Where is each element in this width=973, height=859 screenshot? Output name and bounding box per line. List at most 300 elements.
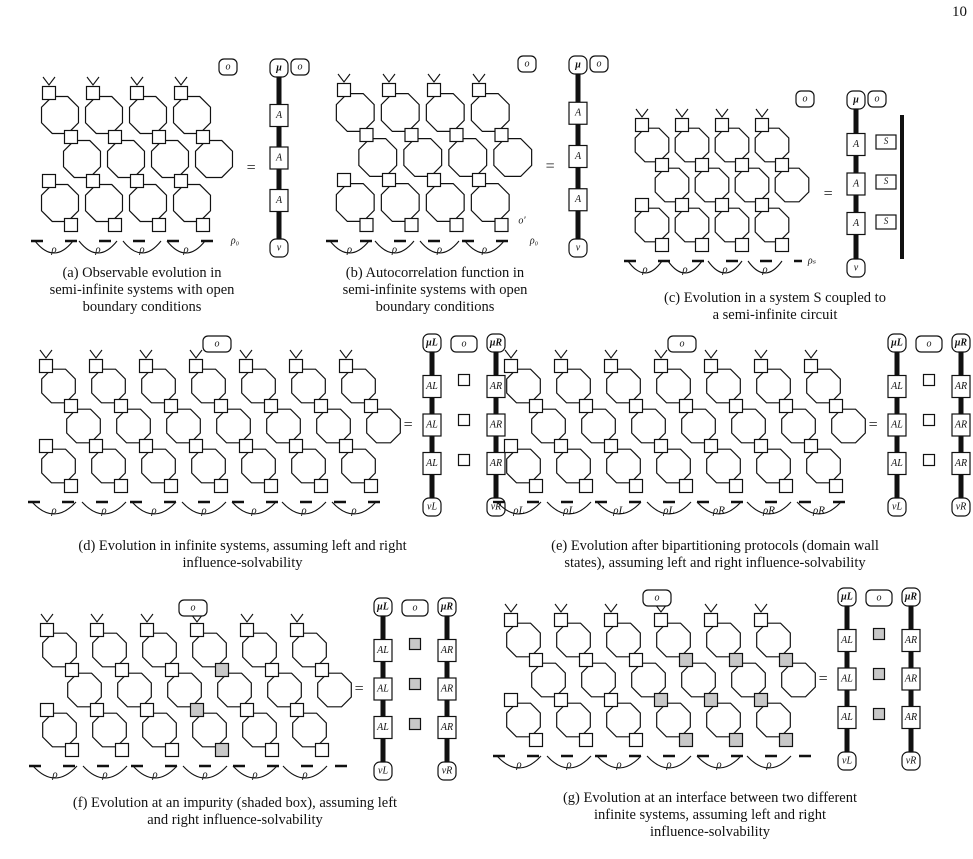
- A-label: A: [275, 109, 283, 121]
- left-influence-column: [888, 334, 906, 516]
- top-leg: [605, 350, 617, 358]
- top-leg: [676, 109, 688, 117]
- gate: [756, 199, 769, 212]
- gate: [630, 734, 643, 747]
- gate: [680, 400, 693, 413]
- top-leg: [705, 604, 717, 612]
- gate: [190, 440, 203, 453]
- observable-label: o: [802, 93, 808, 105]
- nu-label: νL: [427, 501, 437, 513]
- top-leg: [291, 614, 303, 622]
- lattice-cell: [657, 703, 691, 737]
- state-label: ρ: [346, 243, 353, 256]
- state-label: ρ: [51, 243, 57, 256]
- lattice-cell: [267, 409, 301, 443]
- lattice-cell: [782, 663, 816, 697]
- lattice-cell: [342, 369, 376, 403]
- gate: [776, 159, 789, 172]
- state-label: ρ: [351, 504, 357, 517]
- state-label: ρ: [391, 243, 398, 256]
- lattice-cell: [507, 703, 541, 737]
- lattice-cell: [775, 168, 809, 202]
- gate: [87, 175, 100, 188]
- gate: [495, 219, 508, 232]
- gate: [716, 199, 729, 212]
- caption-d: (d) Evolution in infinite systems, assuming left and right influence-solvability: [78, 538, 407, 571]
- equiv-observable: [916, 336, 942, 352]
- gate: [240, 440, 253, 453]
- initial-state: [547, 756, 591, 771]
- lattice-cell: [507, 369, 541, 403]
- A-label: A: [574, 150, 582, 162]
- boundary-state-label: ρ₀: [230, 235, 240, 247]
- gate: [290, 440, 303, 453]
- shaded-gate: [680, 654, 693, 667]
- gate: [696, 159, 709, 172]
- lattice-cell: [92, 369, 126, 403]
- equals-sign: =: [817, 670, 829, 688]
- initial-state: [167, 241, 205, 256]
- initial-state: [497, 756, 541, 771]
- state-label: ρ: [301, 504, 307, 517]
- lattice-cell: [707, 703, 741, 737]
- gate: [780, 480, 793, 493]
- initial-state: [708, 261, 742, 276]
- initial-state: [32, 502, 76, 517]
- top-leg: [87, 77, 99, 85]
- A-label: AL: [841, 673, 853, 685]
- lattice-cell: [168, 673, 202, 707]
- A-label: A: [852, 217, 860, 229]
- lattice-cell: [707, 449, 741, 483]
- gate: [716, 119, 729, 132]
- nu-label: νR: [441, 765, 453, 777]
- lattice-cell: [404, 139, 442, 177]
- gate: [153, 131, 166, 144]
- gate: [131, 87, 144, 100]
- gate: [656, 159, 669, 172]
- gate: [656, 239, 669, 252]
- gate: [166, 744, 179, 757]
- lattice-cell: [130, 97, 167, 134]
- top-leg: [175, 77, 187, 85]
- gate: [109, 131, 122, 144]
- left-influence-column: [838, 588, 856, 770]
- gate: [338, 174, 351, 187]
- state-label: ρ: [101, 504, 107, 517]
- lattice-cell: [108, 141, 145, 178]
- gate: [780, 400, 793, 413]
- top-leg: [473, 74, 485, 82]
- lattice-cell: [607, 703, 641, 737]
- gate: [316, 664, 329, 677]
- A-label: A: [574, 194, 582, 206]
- observable-label: o: [524, 58, 530, 70]
- mu-label: μL: [377, 601, 389, 613]
- lattice-cell: [657, 369, 691, 403]
- state-label: ρL: [613, 504, 625, 517]
- gate: [65, 400, 78, 413]
- nu-label: νL: [842, 755, 852, 767]
- observable: [643, 590, 671, 606]
- observable-label: o: [225, 61, 231, 73]
- top-leg: [241, 614, 253, 622]
- gate: [655, 440, 668, 453]
- top-leg: [755, 604, 767, 612]
- lattice-cell: [707, 369, 741, 403]
- gate: [636, 119, 649, 132]
- gate: [805, 360, 818, 373]
- lattice-cell: [607, 369, 641, 403]
- gate: [109, 219, 122, 232]
- diagram-g-network: [485, 592, 935, 782]
- caption-g: (g) Evolution at an interface between two different infinite systems, assuming left and right influence-solvability: [562, 790, 858, 840]
- left-influence-column: [423, 334, 441, 516]
- initial-state: [747, 502, 791, 517]
- lattice-cell: [218, 673, 252, 707]
- lattice-cell: [43, 713, 77, 747]
- gate: [555, 360, 568, 373]
- initial-state: [133, 766, 177, 781]
- page-number: 10: [952, 4, 967, 20]
- gate: [131, 175, 144, 188]
- gate: [450, 219, 463, 232]
- gate: [141, 624, 154, 637]
- gate: [340, 360, 353, 373]
- state-label: ρ: [151, 504, 157, 517]
- boundary-state-label: ρₛ: [807, 255, 817, 267]
- lattice-cell: [782, 409, 816, 443]
- gate: [730, 400, 743, 413]
- equiv-observable: [451, 336, 477, 352]
- gate: [505, 440, 518, 453]
- A-label: AL: [891, 380, 903, 392]
- lattice-cell: [192, 369, 226, 403]
- state-label: ρ: [436, 243, 443, 256]
- mu-label: μL: [891, 337, 903, 349]
- observable: [796, 91, 814, 107]
- lattice-cell: [732, 409, 766, 443]
- observable-label: o: [461, 338, 467, 350]
- observable: [219, 59, 237, 75]
- lattice-cell: [471, 184, 509, 222]
- gate: [530, 734, 543, 747]
- observable: [179, 600, 207, 616]
- gate: [605, 440, 618, 453]
- lattice-cell: [707, 623, 741, 657]
- state-label: ρ: [95, 243, 101, 256]
- gate: [115, 400, 128, 413]
- initial-state: [233, 766, 277, 781]
- mu-label: μ: [276, 62, 282, 74]
- gate: [736, 239, 749, 252]
- gate: [266, 744, 279, 757]
- state-label: ρL: [563, 504, 575, 517]
- lattice-cell: [426, 94, 464, 132]
- lattice-cell: [143, 633, 177, 667]
- gate: [730, 480, 743, 493]
- gate: [530, 400, 543, 413]
- state-label: ρ: [566, 758, 572, 771]
- gate: [636, 199, 649, 212]
- left-influence-column: [374, 598, 392, 780]
- A-label: A: [574, 107, 582, 119]
- gate: [197, 131, 210, 144]
- lattice-cell: [86, 97, 123, 134]
- gate: [115, 480, 128, 493]
- initial-state: [330, 241, 369, 256]
- caption-b: (b) Autocorrelation function in semi-infinite systems with open boundary conditions: [342, 265, 528, 315]
- initial-state: [183, 766, 227, 781]
- gate: [197, 219, 210, 232]
- A-label: AL: [891, 457, 903, 469]
- gate: [175, 87, 188, 100]
- right-influence-column: [952, 334, 970, 516]
- panel-b: [320, 55, 602, 256]
- top-leg: [705, 350, 717, 358]
- gate: [680, 480, 693, 493]
- equiv-gate: [459, 455, 470, 466]
- lattice-cell: [68, 673, 102, 707]
- gate: [705, 440, 718, 453]
- lattice-cell: [757, 449, 791, 483]
- lattice-cell: [243, 713, 277, 747]
- lattice-cell: [196, 141, 233, 178]
- lattice-cell: [64, 141, 101, 178]
- A-label: AR: [954, 419, 968, 431]
- diagram-f-network: [25, 600, 454, 785]
- lattice-cell: [192, 449, 226, 483]
- lattice-cell: [130, 185, 167, 222]
- A-label: AR: [440, 644, 454, 656]
- initial-state: [547, 502, 591, 517]
- gate: [756, 119, 769, 132]
- system-label: S: [883, 216, 889, 227]
- lattice-cell: [359, 139, 397, 177]
- A-label: AL: [377, 644, 389, 656]
- equiv-observable: [866, 590, 892, 606]
- initial-state: [83, 766, 127, 781]
- top-leg: [605, 604, 617, 612]
- gate: [473, 174, 486, 187]
- top-leg: [383, 74, 395, 82]
- initial-state: [668, 261, 702, 276]
- initial-state: [628, 261, 662, 276]
- observable-label: o: [214, 338, 220, 350]
- top-leg: [290, 350, 302, 358]
- gate: [316, 744, 329, 757]
- lattice-cell: [142, 449, 176, 483]
- equiv-gate: [410, 719, 421, 730]
- equiv-gate: [874, 709, 885, 720]
- panel-g: [485, 592, 935, 782]
- observable: [518, 56, 536, 72]
- gate: [555, 694, 568, 707]
- gate: [580, 480, 593, 493]
- A-label: AR: [904, 711, 918, 723]
- top-leg: [428, 74, 440, 82]
- lattice-cell: [193, 713, 227, 747]
- shaded-gate: [655, 694, 668, 707]
- caption-f: (f) Evolution at an impurity (shaded box), assuming left and right influence-solvability: [72, 795, 398, 828]
- initial-state: [123, 241, 161, 256]
- mu-label: μ: [575, 59, 581, 71]
- gate: [755, 360, 768, 373]
- A-label: AL: [841, 634, 853, 646]
- initial-state: [332, 502, 376, 517]
- lattice-cell: [657, 623, 691, 657]
- gate: [580, 654, 593, 667]
- equiv-gate: [459, 415, 470, 426]
- top-leg: [505, 350, 517, 358]
- top-leg: [240, 350, 252, 358]
- lattice-cell: [268, 673, 302, 707]
- gate: [116, 664, 129, 677]
- nu-label: νL: [378, 765, 388, 777]
- lattice-cell: [67, 409, 101, 443]
- mu-label: μ: [853, 94, 859, 106]
- state-label: ρ: [51, 504, 57, 517]
- gate: [41, 704, 54, 717]
- lattice-cell: [318, 673, 352, 707]
- gate: [40, 360, 53, 373]
- lattice-cell: [117, 409, 151, 443]
- gate: [495, 129, 508, 142]
- state-label: ρ: [102, 768, 108, 781]
- nu-label: ν: [575, 242, 581, 254]
- lattice-cell: [632, 663, 666, 697]
- equiv-observable: [402, 600, 428, 616]
- initial-state: [697, 756, 741, 771]
- lattice-cell: [675, 208, 709, 242]
- gate: [315, 480, 328, 493]
- observable-label: o: [876, 592, 882, 604]
- lattice-cell: [607, 449, 641, 483]
- gate: [65, 219, 78, 232]
- top-leg: [40, 350, 52, 358]
- mu-label: μR: [440, 601, 454, 613]
- lattice-cell: [695, 168, 729, 202]
- lattice-cell: [174, 97, 211, 134]
- gate: [266, 664, 279, 677]
- equiv-gate: [874, 669, 885, 680]
- state-label: ρ: [251, 504, 257, 517]
- equiv-observable: [291, 59, 309, 75]
- initial-state: [647, 756, 691, 771]
- gate: [755, 440, 768, 453]
- lattice-cell: [532, 663, 566, 697]
- lattice-cell: [426, 184, 464, 222]
- top-leg: [140, 350, 152, 358]
- lattice-cell: [381, 94, 419, 132]
- lattice-cell: [293, 633, 327, 667]
- gate: [630, 400, 643, 413]
- state-label: ρ: [616, 758, 622, 771]
- gate: [90, 440, 103, 453]
- nu-label: νL: [892, 501, 902, 513]
- equiv-gate: [924, 375, 935, 386]
- diagram-b-network: [320, 55, 602, 256]
- top-leg: [655, 350, 667, 358]
- gate: [705, 614, 718, 627]
- state-label: ρ: [716, 758, 722, 771]
- lattice-cell: [557, 703, 591, 737]
- gate: [655, 360, 668, 373]
- observable: [203, 336, 231, 352]
- gate: [605, 694, 618, 707]
- state-label: ρ: [252, 768, 258, 781]
- top-leg: [90, 350, 102, 358]
- lattice-cell: [557, 623, 591, 657]
- right-influence-column: [438, 598, 456, 780]
- gate: [605, 614, 618, 627]
- boundary-state-label: ρ₀: [529, 235, 539, 247]
- gate: [140, 440, 153, 453]
- gate: [40, 440, 53, 453]
- top-leg: [340, 350, 352, 358]
- gate: [405, 219, 418, 232]
- top-leg: [555, 604, 567, 612]
- initial-state: [283, 766, 327, 781]
- lattice-cell: [243, 633, 277, 667]
- lattice-cell: [242, 449, 276, 483]
- lattice-cell: [143, 713, 177, 747]
- gate: [165, 480, 178, 493]
- lattice-cell: [342, 449, 376, 483]
- observable-label: o: [654, 592, 660, 604]
- A-label: AR: [954, 457, 968, 469]
- lattice-cell: [242, 369, 276, 403]
- equiv-gate: [410, 639, 421, 650]
- gate: [240, 360, 253, 373]
- lattice-cell: [582, 409, 616, 443]
- A-label: AL: [891, 419, 903, 431]
- gate: [87, 87, 100, 100]
- state-label: ρ: [152, 768, 158, 781]
- lattice-cell: [807, 449, 841, 483]
- gate: [116, 744, 129, 757]
- gate: [755, 614, 768, 627]
- lattice-cell: [42, 369, 76, 403]
- nu-label: νR: [955, 501, 967, 513]
- top-leg: [716, 109, 728, 117]
- system-label: S: [883, 176, 889, 187]
- lattice-cell: [755, 128, 789, 162]
- observable-label: o: [412, 602, 418, 614]
- gate: [41, 624, 54, 637]
- lattice-cell: [43, 633, 77, 667]
- A-label: AR: [904, 673, 918, 685]
- lattice-cell: [715, 128, 749, 162]
- gate: [140, 360, 153, 373]
- observable-label: o: [679, 338, 685, 350]
- gate: [555, 614, 568, 627]
- equiv-observable: [868, 91, 886, 107]
- shaded-gate: [730, 654, 743, 667]
- gate: [450, 129, 463, 142]
- shaded-gate: [755, 694, 768, 707]
- shaded-gate: [680, 734, 693, 747]
- gate: [215, 480, 228, 493]
- lattice-cell: [682, 663, 716, 697]
- gate: [555, 440, 568, 453]
- A-label: AR: [489, 380, 503, 392]
- panel-f: [25, 600, 454, 785]
- gate: [338, 84, 351, 97]
- initial-state: [375, 241, 414, 256]
- state-label: ρ: [139, 243, 145, 256]
- lattice-cell: [93, 713, 127, 747]
